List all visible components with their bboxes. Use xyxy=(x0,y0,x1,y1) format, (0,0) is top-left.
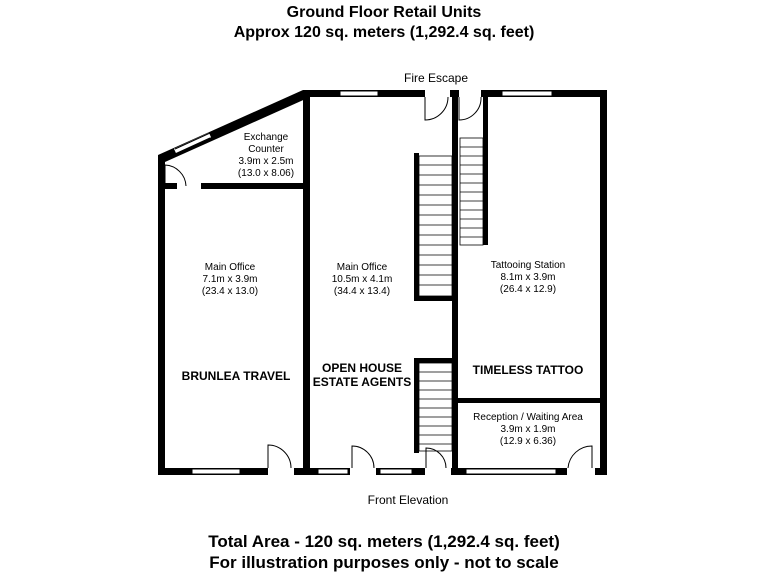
exchange-dim-m: 3.9m x 2.5m xyxy=(238,156,294,167)
window-bottom-right xyxy=(466,469,556,474)
total-area: Total Area - 120 sq. meters (1,292.4 sq. feet) xyxy=(208,532,560,551)
fire-escape-label: Fire Escape xyxy=(403,71,469,85)
unit-open-house-2: ESTATE AGENTS xyxy=(312,375,412,389)
middle-office-dim-ft: (34.4 x 13.4) xyxy=(333,286,391,297)
exchange-dim-ft: (13.0 x 8.06) xyxy=(237,168,295,179)
unit-timeless-tattoo: TIMELESS TATTOO xyxy=(472,363,584,377)
unit-open-house-1: OPEN HOUSE xyxy=(321,361,403,375)
plan-title: Ground Floor Retail Units xyxy=(286,4,482,21)
stair-wall-upper-left xyxy=(414,153,419,301)
partition-middle-right xyxy=(452,90,458,475)
left-office-dim-m: 7.1m x 3.9m xyxy=(202,274,258,285)
partition-left-middle xyxy=(303,90,310,475)
door-middle-front xyxy=(352,446,374,468)
window-top-middle xyxy=(340,91,378,96)
unit-brunlea-travel: BRUNLEA TRAVEL xyxy=(181,369,291,383)
window-top-right xyxy=(502,91,552,96)
reception-dim-ft: (12.9 x 6.36) xyxy=(499,436,557,447)
middle-office-name: Main Office xyxy=(336,262,388,273)
left-outer-wall xyxy=(158,155,165,475)
stair-wall-upper-bottom xyxy=(414,296,456,301)
tattoo-station-name: Tattooing Station xyxy=(490,260,566,271)
reception-dim-m: 3.9m x 1.9m xyxy=(500,424,556,435)
left-office-name: Main Office xyxy=(204,262,256,273)
door-left-front xyxy=(268,445,291,468)
door-fire-escape xyxy=(425,97,448,120)
right-outer-wall xyxy=(600,90,607,475)
stairs-middle-upper xyxy=(419,156,452,296)
stair-wall-right-unit xyxy=(483,97,488,245)
window-bottom-middle-2 xyxy=(380,469,412,474)
left-office-dim-ft: (23.4 x 13.0) xyxy=(201,286,259,297)
tattoo-station-dim-m: 8.1m x 3.9m xyxy=(500,272,556,283)
stair-wall-lower-top xyxy=(414,358,456,363)
disclaimer: For illustration purposes only - not to scale xyxy=(209,553,559,572)
stair-wall-lower-left xyxy=(414,358,419,453)
stairs-right-unit xyxy=(460,138,483,245)
front-elevation-label: Front Elevation xyxy=(367,493,449,507)
middle-office-dim-m: 10.5m x 4.1m xyxy=(331,274,393,285)
window-bottom-left xyxy=(192,469,240,474)
exchange-label-2: Counter xyxy=(248,144,284,155)
stairs-middle-lower xyxy=(419,363,452,451)
tattoo-station-dim-ft: (26.4 x 12.9) xyxy=(499,284,557,295)
exchange-bottom-wall-stub xyxy=(158,183,178,189)
reception-divider xyxy=(452,398,607,403)
plan-subtitle: Approx 120 sq. meters (1,292.4 sq. feet) xyxy=(233,24,535,41)
exchange-label-1: Exchange xyxy=(243,132,289,143)
door-right-top xyxy=(459,97,481,120)
door-right-front xyxy=(568,446,592,468)
reception-name: Reception / Waiting Area xyxy=(473,412,583,423)
exchange-bottom-wall xyxy=(200,183,310,189)
window-bottom-middle-1 xyxy=(318,469,348,474)
